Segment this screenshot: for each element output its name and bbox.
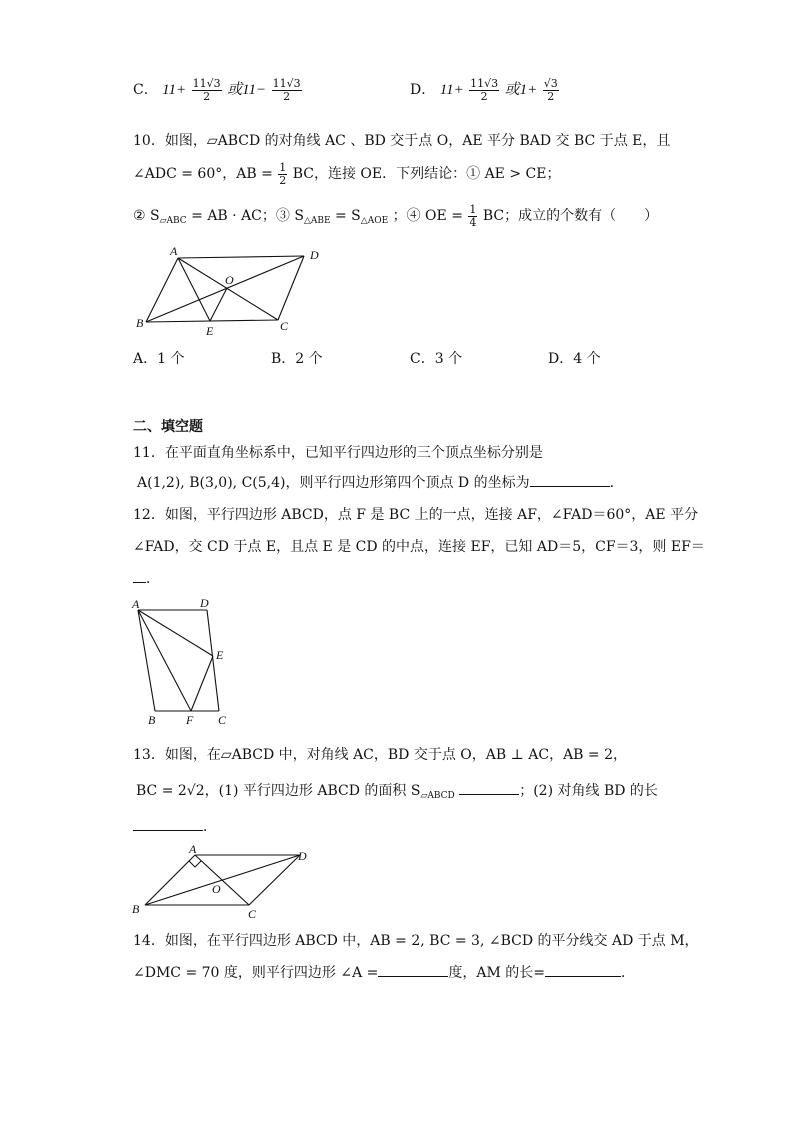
q10-line3-e: BC；成立的个数有（ ）	[482, 208, 659, 225]
q9-c-frac-b	[272, 78, 302, 102]
q13-label-c: C	[248, 907, 257, 921]
q10-seg-bd	[146, 256, 304, 322]
q10-line2-b: BC，连接 OE．下列结论：① AE > CE；	[292, 166, 561, 183]
q10-line3-c: = S	[335, 208, 361, 225]
q10-line1: 10．如图，▱ABCD 的对角线 AC 、BD 交于点 O，AE 平分 BAD 交 BC 于点 E，且	[133, 133, 671, 149]
q12-line1: 12．如图，平行四边形 ABCD，点 F 是 BC 上的一点，连接 AF，∠FAD＝60°，AE 平分	[133, 507, 699, 523]
q11-line2-b: ．	[609, 475, 624, 491]
q13-line3-text: ．	[203, 819, 217, 835]
q9-d-frac-b	[543, 78, 559, 102]
q14-line1: 14．如图，在平行四边形 ABCD 中，AB = 2, BC = 3, ∠BCD 的平分线交 AD 于点 M，	[133, 933, 699, 949]
q10-frac2-den: 4	[469, 215, 477, 229]
q9-d-frac-b-den: 2	[547, 89, 555, 103]
q13-seg-cd	[249, 855, 300, 905]
q9-c-frac-a-den: 2	[203, 89, 211, 103]
q9-c-label: C．	[133, 82, 158, 99]
q13-right-angle-mark	[189, 861, 201, 867]
q9-c-frac-b-den: 2	[283, 89, 291, 103]
q10-seg-ac	[178, 258, 278, 320]
q13-label-d: D	[298, 849, 307, 863]
q10-line3-a: ② S	[133, 208, 160, 225]
q10-label-a: A	[170, 244, 178, 258]
q14-line2-b: 度，AM 的长=	[448, 965, 546, 981]
q12-label-f: F	[186, 713, 194, 727]
q10-seg-ad	[178, 256, 304, 258]
q9-d-frac-a	[469, 78, 499, 102]
q9-option-d[interactable]	[410, 78, 560, 102]
q10-seg-bc	[146, 320, 278, 322]
q10-sub3: △AOE	[360, 216, 389, 227]
q12-label-b: B	[148, 713, 156, 727]
q13-line2	[136, 780, 658, 801]
q10-line3-d: ；④ OE =	[392, 208, 463, 225]
q13-line3	[133, 816, 217, 836]
q10-seg-ab	[146, 258, 178, 322]
q12-line3-text: ．	[146, 571, 160, 587]
q10-option-a[interactable]: A．1 个	[133, 351, 185, 367]
q13-line2-b: ；(2) 对角线 BD 的长	[519, 783, 658, 799]
q9-c-or: 或11−	[227, 82, 267, 99]
q10-frac-den: 2	[279, 173, 287, 187]
q13-label-o: O	[212, 882, 221, 896]
q11-answer-blank[interactable]	[530, 474, 610, 487]
q11-line2	[137, 472, 624, 492]
q13-sub: ▱ABCD	[420, 791, 455, 801]
q13-label-a: A	[189, 842, 197, 856]
q13-answer1-blank[interactable]	[459, 782, 519, 795]
q13-line1: 13．如图，在▱ABCD 中，对角线 AC，BD 交于点 O，AB ⊥ AC，AB = 2，	[133, 747, 628, 763]
q10-option-c[interactable]: C．3 个	[410, 351, 463, 367]
q14-answer2-blank[interactable]	[545, 964, 621, 977]
q12-label-d: D	[200, 596, 209, 610]
q10-option-b[interactable]: B．2 个	[271, 351, 323, 367]
q10-line2	[133, 162, 560, 186]
q9-d-expr: 11+	[439, 82, 464, 99]
q10-line3-b: = AB · AC；③ S	[191, 208, 304, 225]
q9-c-expr: 11+	[162, 82, 187, 99]
q10-label-b: B	[136, 316, 144, 330]
q9-option-c[interactable]	[133, 78, 303, 102]
q12-label-a: A	[132, 597, 140, 611]
q9-c-frac-a-num: 11√3	[192, 77, 221, 90]
q10-diagram	[130, 244, 330, 339]
q10-line3	[133, 204, 658, 228]
q14-answer1-blank[interactable]	[378, 964, 448, 977]
q13-line2-a: BC = 2√2，(1) 平行四边形 ABCD 的面积 S	[136, 783, 421, 799]
q10-seg-oe	[210, 288, 227, 321]
q10-frac-num: 1	[279, 161, 287, 174]
q9-d-frac-b-num: √3	[543, 77, 558, 90]
q14-line2-a: ∠DMC = 70 度，则平行四边形 ∠A =	[133, 965, 379, 981]
q9-d-label: D．	[410, 82, 436, 99]
q11-line2-a: A(1,2), B(3,0), C(5,4)，则平行四边形第四个顶点 D 的坐标为	[137, 475, 530, 491]
section-title-fill-blank: 二、填空题	[133, 418, 203, 434]
q10-label-o: O	[225, 273, 234, 287]
q10-label-c: C	[280, 319, 289, 333]
q9-d-frac-a-den: 2	[480, 89, 488, 103]
q11-line1: 11．在平面直角坐标系中，已知平行四边形的三个顶点坐标分别是	[133, 445, 543, 461]
q12-line3	[133, 568, 160, 588]
q14-line2	[133, 962, 635, 982]
q9-c-frac-a	[192, 78, 222, 102]
q12-label-c: C	[218, 713, 227, 727]
q9-d-frac-a-num: 11√3	[470, 77, 499, 90]
q9-c-frac-b-num: 11√3	[272, 77, 301, 90]
q10-sub2: △ABE	[303, 216, 331, 227]
q12-label-e: E	[216, 648, 224, 662]
q10-label-e: E	[206, 324, 214, 338]
q13-diagram	[128, 842, 318, 922]
q10-frac-half	[278, 162, 287, 186]
q13-seg-bd	[145, 855, 300, 905]
q12-diagram	[128, 594, 238, 729]
q13-label-b: B	[132, 902, 140, 916]
q13-answer2-blank[interactable]	[133, 818, 203, 831]
q12-seg-ae	[138, 610, 213, 656]
q10-sub1: ▱ABC	[159, 216, 187, 227]
q12-answer-blank[interactable]	[133, 570, 146, 583]
q10-option-d[interactable]: D．4 个	[548, 351, 601, 367]
q10-frac-quarter	[468, 204, 477, 228]
q10-frac2-num: 1	[469, 203, 477, 216]
q12-line2: ∠FAD，交 CD 于点 E，且点 E 是 CD 的中点，连接 EF，已知 AD＝5，CF＝3，则 EF＝	[133, 539, 705, 555]
q12-seg-fe	[191, 656, 213, 711]
q10-line2-a: ∠ADC = 60°，AB =	[133, 166, 273, 183]
q9-d-or: 或1+	[504, 82, 538, 99]
q14-line2-c: ．	[621, 965, 636, 981]
q10-label-d: D	[310, 248, 319, 262]
